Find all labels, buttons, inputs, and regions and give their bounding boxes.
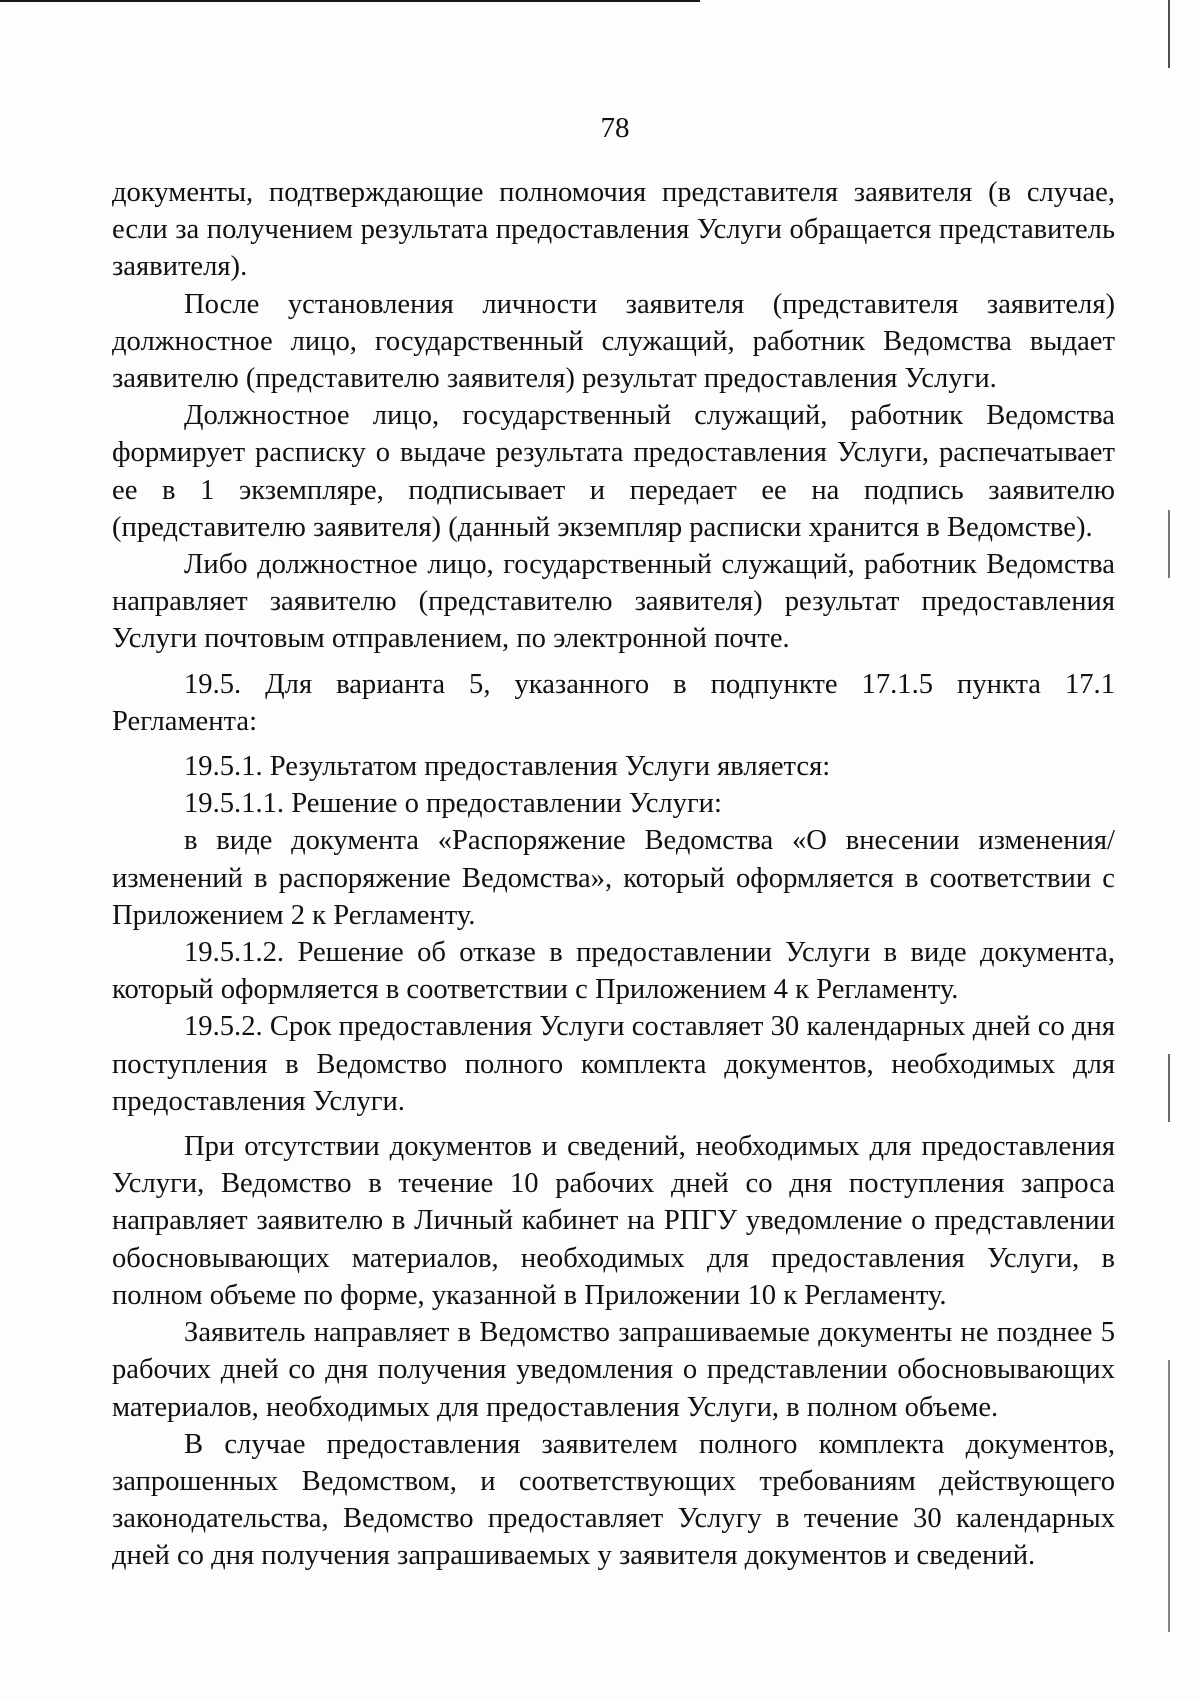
page-number: 78 <box>600 112 630 144</box>
paragraph-postal-delivery: Либо должностное лицо, государственный служащий, работник Ведомства направляет заявителю (представителю заявителя) результат предоставления Услуги почтовым отправлением, по электронной почте. <box>112 549 1115 655</box>
paragraph-applicant-submission: Заявитель направляет в Ведомство запрашиваемые документы не позднее 5 рабочих дней со дня получения уведомления о представлении обосновывающих материалов, необходимых для предоставления Услуги, в полном объеме. <box>112 1317 1115 1423</box>
scan-edge-right <box>1168 0 1170 1700</box>
paragraph-missing-documents: При отсутствии документов и сведений, необходимых для предоставления Услуги, Ведомство в течение 10 рабочих дней со дня поступления запроса направляет заявителю в Личный кабинет на РПГУ уведомление о представлении обосновывающих материалов, необходимых для предоставления Услуги, в полном объеме по форме, указанной в Приложении 10 к Регламенту. <box>112 1131 1115 1311</box>
paragraph-representative-documents: документы, подтверждающие полномочия представителя заявителя (в случае, если за получением результата предоставления Услуги обращается представитель заявителя). <box>112 177 1115 283</box>
paragraph-section-19-5-1-2: 19.5.1.2. Решение об отказе в предоставлении Услуги в виде документа, который оформляется в соответствии с Приложением 4 к Регламенту. <box>112 937 1115 1006</box>
paragraph-receipt: Должностное лицо, государственный служащий, работник Ведомства формирует расписку о выдаче результата предоставления Услуги, распечатывает ее в 1 экземпляре, подписывает и передает ее на подпись заявителю (представителю заявителя) (данный экземпляр расписки хранится в Ведомстве). <box>112 400 1115 543</box>
paragraph-section-19-5-2: 19.5.2. Срок предоставления Услуги составляет 30 календарных дней со дня поступления в Ведомство полного комплекта документов, необходимых для предоставления Услуги. <box>112 1011 1115 1117</box>
paragraph-result-issuance: После установления личности заявителя (представителя заявителя) должностное лицо, государственный служащий, работник Ведомства выдает заявителю (представителю заявителя) результат предоставления Услуги. <box>112 288 1115 395</box>
scan-edge-top <box>0 0 700 2</box>
paragraph-full-set-provided: В случае предоставления заявителем полного комплекта документов, запрошенных Ведомством, и соответствующих требованиям действующего законодательства, Ведомство предоставляет Услугу в течение 30 календарных дней со дня получения запрашиваемых у заявителя документов и сведений. <box>112 1428 1115 1572</box>
paragraph-section-19-5-1: 19.5.1. Результатом предоставления Услуги является: <box>184 751 831 783</box>
paragraph-section-19-5: 19.5. Для варианта 5, указанного в подпункте 17.1.5 пункта 17.1 Регламента: <box>112 668 1115 737</box>
document-body <box>112 174 1115 1575</box>
paragraph-decision-document: в виде документа «Распоряжение Ведомства «О внесении изменения/изменений в распоряжение Ведомства», который оформляется в соответствии с Приложением 2 к Регламенту. <box>112 825 1115 931</box>
paragraph-section-19-5-1-1: 19.5.1.1. Решение о предоставлении Услуги: <box>184 788 722 820</box>
